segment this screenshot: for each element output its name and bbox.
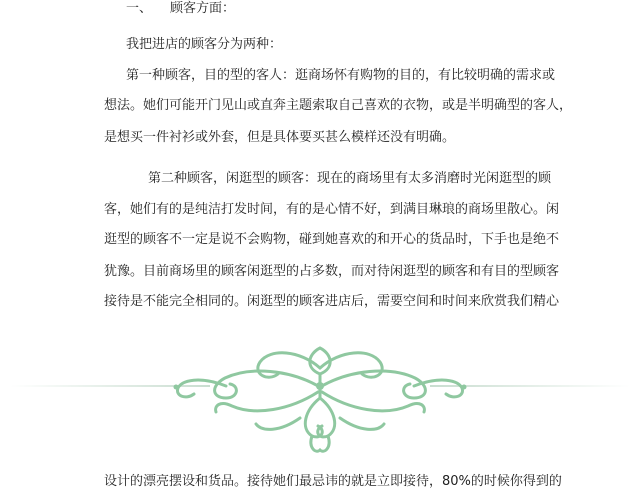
paragraph-line: 是想买一件衬衫或外套，但是具体要买甚么模样还没有明确。 <box>104 130 456 145</box>
paragraph-line: 客，她们有的是纯洁打发时间，有的是心情不好，到满目琳琅的商场里散心。闲 <box>104 202 560 217</box>
paragraph-line: 我把进店的顾客分为两种： <box>126 37 283 52</box>
heading-title: 顾客方面： <box>170 1 236 16</box>
paragraph-line: 犹豫。目前商场里的顾客闲逛型的占多数，而对待闲逛型的顾客和有目的型顾客 <box>104 264 560 279</box>
paragraph-line: 第一种顾客，目的型的客人：逛商场怀有购物的目的，有比较明确的需求或 <box>126 68 556 83</box>
paragraph-line: 第二种顾客，闲逛型的顾客：现在的商场里有太多消磨时光闲逛型的顾 <box>148 171 552 186</box>
section-heading <box>126 1 235 17</box>
heading-number: 一、 <box>126 1 153 16</box>
paragraph-line: 接待是不能完全相同的。闲逛型的顾客进店后，需要空间和时间来欣赏我们精心 <box>104 294 560 309</box>
paragraph-line: 设计的漂亮摆设和货品。接待她们最忌讳的就是立即接待，80%的时候你得到的 <box>104 474 562 489</box>
scroll-ornament-divider-icon <box>0 340 640 460</box>
paragraph-line: 想法。她们可能开门见山或直奔主题索取自己喜欢的衣物，或是半明确型的客人， <box>104 98 573 113</box>
paragraph-line: 逛型的顾客不一定是说不会购物，碰到她喜欢的和开心的货品时，下手也是绝不 <box>104 232 560 247</box>
